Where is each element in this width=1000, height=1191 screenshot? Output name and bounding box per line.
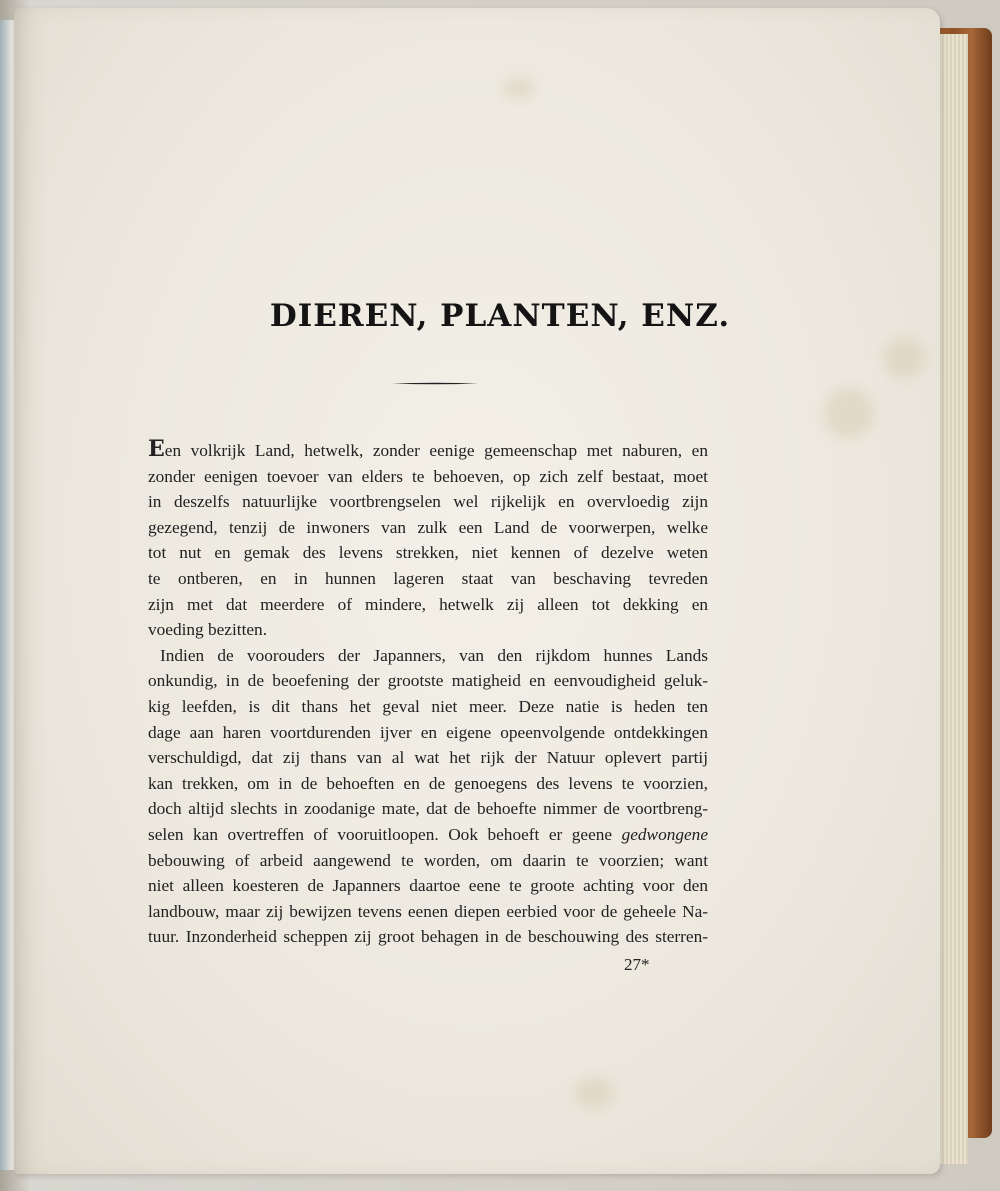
paragraph-1 [148,438,708,643]
text-line: onkundig, in de beoefening der grootste matigheid en eenvoudigheid geluk- [148,671,708,691]
text-line: in deszelfs natuurlijke voortbrengselen wel rijkelijk en overvloedig zijn [148,492,708,512]
text-line: kig leefden, is dit thans het geval niet meer. Deze natie is heden ten [148,696,708,716]
title-rule [392,382,478,385]
text-line: te ontberen, en in hunnen lageren staat van beschaving tevreden [148,568,708,588]
text-line-content: en volkrijk Land, hetwelk, zonder eenige gemeenschap met naburen, en [164,441,708,460]
text-line: doch altijd slechts in zoodanige mate, dat de behoefte nimmer de voortbreng- [148,799,708,819]
page-title: DIEREN, PLANTEN, ENZ. [269,298,731,334]
foxing-stain [884,338,924,378]
text-line: niet alleen koesteren de Japanners daartoe eene te groote achting voor den [148,876,708,896]
text-line-content: selen kan overtreffen of vooruitloopen. Ook behoeft er geene [148,824,622,844]
text-line: verschuldigd, dat zij thans van al wat het rijk der Natuur oplevert partij [148,748,708,768]
text-line: zijn met dat meerdere of mindere, hetwelk zij alleen tot dekking en [148,594,708,614]
text-line: landbouw, maar zij bewijzen tevens eenen diepen eerbied voor de geheele Na- [148,901,708,921]
text-line: zonder eenigen toevoer van elders te behoeven, op zich zelf bestaat, moet [148,466,708,486]
italic-word: gedwongene [621,824,708,844]
foxing-stain [504,78,534,98]
text-line [148,822,708,848]
text-line: tuur. Inzonderheid scheppen zij groot behagen in de beschouwing des sterren- [148,927,708,947]
text-line: bebouwing of arbeid aangewend te worden, om daarin te voorzien; want [148,850,708,870]
foxing-stain [574,1078,614,1108]
paragraph-2 [148,643,708,950]
signature-mark: 27* [624,955,650,974]
drop-cap: E [148,436,165,462]
text-line: Indien de voorouders der Japanners, van den rijkdom hunnes Lands [160,645,708,665]
body-text [148,438,708,950]
text-line: tot nut en gemak des levens strekken, niet kennen of dezelve weten [148,543,708,563]
text-line: dage aan haren voortdurenden ijver en eigene opeenvolgende ontdekkingen [148,722,708,742]
text-line: gezegend, tenzij de inwoners van zulk een Land de voorwerpen, welke [148,517,708,537]
text-line [148,438,708,464]
text-line: kan trekken, om in de behoeften en de genoegens des levens te voorzien, [148,773,708,793]
foxing-stain [824,388,874,438]
text-line: voeding bezitten. [148,620,268,640]
